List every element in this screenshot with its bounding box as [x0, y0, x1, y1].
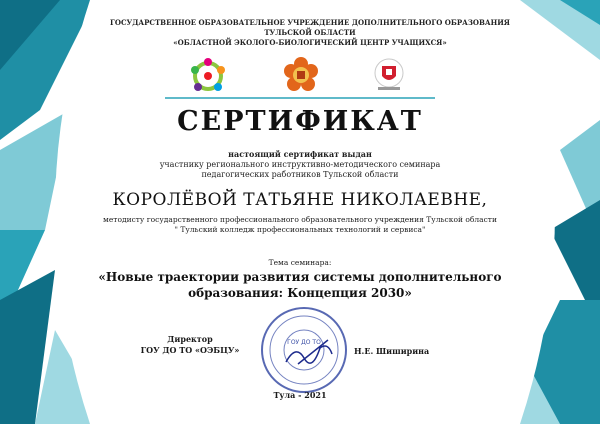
red-emblem-icon — [372, 56, 406, 92]
logos-row — [0, 56, 600, 100]
certificate-title: СЕРТИФИКАТ — [177, 106, 423, 137]
position-line-1: методисту государственного профессионального образовательного учреждения Тульской области — [103, 215, 497, 224]
recipient-name: КОРОЛЁВОЙ ТАТЬЯНЕ НИКОЛАЕВНЕ, — [112, 190, 488, 210]
official-stamp — [258, 304, 350, 396]
signatory-name: Н.Е. Шиширина — [354, 346, 430, 356]
theme-line-1: «Новые траектории развития системы дополнительного — [98, 270, 502, 284]
theme-line-2: образования: Концепция 2030» — [188, 286, 412, 300]
flower-emblem-icon — [284, 56, 318, 94]
header-line-3: «ОБЛАСТНОЙ ЭКОЛОГО-БИОЛОГИЧЕСКИЙ ЦЕНТР УЧАЩИХСЯ» — [173, 38, 447, 47]
city-year: Тула - 2021 — [273, 390, 327, 400]
organization-short: ГОУ ДО ТО «ОЭБЦУ» — [140, 345, 240, 355]
issued-line-2: участнику регионального инструктивно-методического семинара — [159, 160, 441, 169]
people-circle-logo-icon — [188, 56, 228, 96]
header-line-2: ТУЛЬСКОЙ ОБЛАСТИ — [264, 28, 356, 37]
issued-line-1: настоящий сертификат выдан — [228, 149, 372, 159]
position-line-2: " Тульский колледж профессиональных технологий и сервиса" — [174, 225, 426, 234]
theme-label: Тема семинара: — [268, 258, 332, 267]
issued-line-3: педагогических работников Тульской области — [201, 170, 399, 179]
header-line-1: ГОСУДАРСТВЕННОЕ ОБРАЗОВАТЕЛЬНОЕ УЧРЕЖДЕНИЕ ДОПОЛНИТЕЛЬНОГО ОБРАЗОВАНИЯ — [110, 18, 510, 27]
stamp-center-text: ГОУ ДО ТО — [287, 339, 321, 346]
director-title: Директор — [167, 334, 213, 344]
